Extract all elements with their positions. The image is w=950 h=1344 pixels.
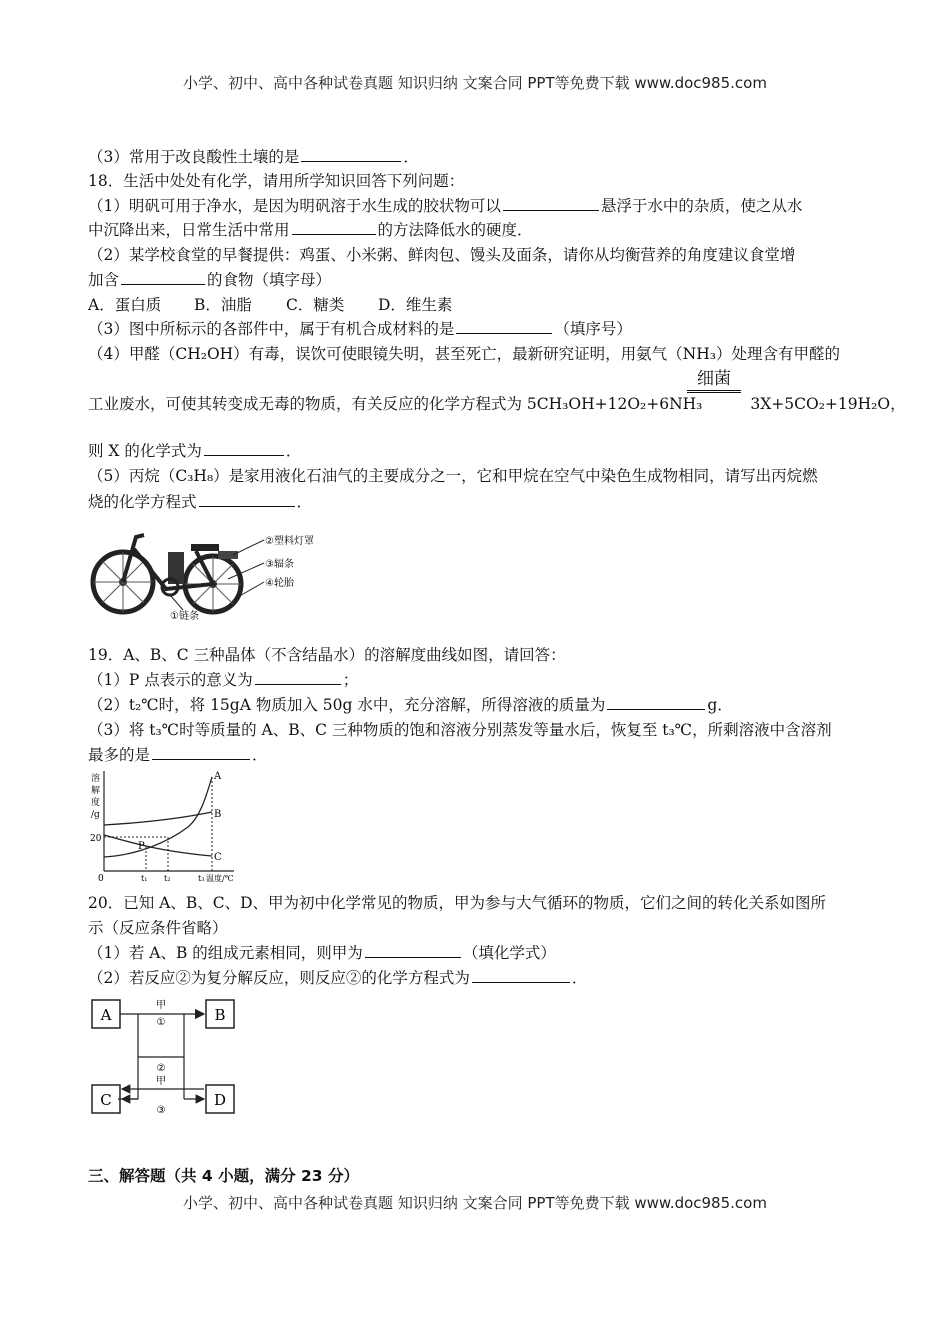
answer-blank[interactable] bbox=[292, 220, 376, 235]
q18-4b: 工业废水，可使其转变成无毒的物质，有关反应的化学方程式为 5CH₃OH+12O₂+6NH₃ 3X+5CO₂+19H₂O， bbox=[88, 395, 906, 413]
label-P: P bbox=[138, 841, 145, 852]
bike-label-lamp: ②塑料灯罩 bbox=[265, 536, 314, 547]
q18-options: A．蛋白质 B．油脂 C．糖类 D．维生素 bbox=[88, 296, 453, 314]
q18-4a: （4）甲醛（CH₂OH）有毒，误饮可使眼镜失明，甚至死亡，最新研究证明，用氨气（NH₃）处理含有甲醛的 bbox=[88, 345, 840, 363]
q18-1b: 中沉降出来，日常生活中常用 的方法降低水的硬度． bbox=[88, 221, 533, 239]
q19-1: （1）P 点表示的意义为 ； bbox=[88, 671, 359, 689]
answer-blank[interactable] bbox=[204, 441, 284, 456]
y-label-2: 解 bbox=[91, 786, 101, 796]
box-C-label: C bbox=[100, 1091, 112, 1109]
bike-label-tire: ④轮胎 bbox=[265, 578, 294, 589]
answer-blank[interactable] bbox=[456, 319, 552, 334]
label-A: A bbox=[214, 771, 222, 782]
tick-t3: t₃ bbox=[198, 874, 205, 883]
q18-stem: 18．生活中处处有化学，请用所学知识回答下列问题： bbox=[88, 172, 465, 190]
reaction-condition: 细菌 bbox=[687, 364, 741, 393]
reaction-3: ③ bbox=[156, 1105, 166, 1116]
answer-blank[interactable] bbox=[503, 196, 599, 211]
bicycle-figure bbox=[88, 527, 328, 625]
answer-blank[interactable] bbox=[472, 968, 570, 983]
reaction-1: ① bbox=[156, 1017, 166, 1028]
answer-blank[interactable] bbox=[301, 147, 401, 162]
q18-5b: 烧的化学方程式 ． bbox=[88, 493, 313, 511]
label-B: B bbox=[214, 809, 222, 820]
q18-5a: （5）丙烷（C₃H₈）是家用液化石油气的主要成分之一，它和甲烷在空气中染色生成物相同，请写出丙烷燃 bbox=[88, 467, 818, 485]
bike-label-chain: ①链条 bbox=[170, 611, 199, 622]
q19-2: （2）t₂℃时，将 15gA 物质加入 50g 水中，充分溶解，所得溶液的质量为 g． bbox=[88, 696, 733, 714]
box-D-label: D bbox=[213, 1091, 227, 1109]
box-A-label: A bbox=[100, 1006, 112, 1024]
q20-1: （1）若 A、B 的组成元素相同，则甲为 （填化学式） bbox=[88, 944, 556, 962]
answer-blank[interactable] bbox=[607, 695, 705, 710]
tick-t1: t₁ bbox=[141, 874, 148, 883]
answer-blank[interactable] bbox=[199, 492, 295, 507]
q20-stem2: 示（反应条件省略） bbox=[88, 919, 228, 937]
tick-t2: t₂ bbox=[164, 874, 171, 883]
section-3-title: 三、解答题（共 4 小题，满分 23 分） bbox=[88, 1167, 359, 1185]
q19-3a: （3）将 t₃℃时等质量的 A、B、C 三种物质的饱和溶液分别蒸发等量水后，恢复至 t₃℃，所剩溶液中含溶剂 bbox=[88, 721, 832, 739]
q20-stem1: 20．已知 A、B、C、D、甲为初中化学常见的物质，甲为参与大气循环的物质，它们之间的转化关系如图所 bbox=[88, 894, 827, 912]
top-label: 甲 bbox=[156, 1000, 166, 1011]
label-C: C bbox=[214, 852, 222, 863]
q19-3b: 最多的是 ． bbox=[88, 746, 268, 764]
x-label: 温度/℃ bbox=[206, 874, 234, 883]
page-header: 小学、初中、高中各种试卷真题 知识归纳 文案合同 PPT等免费下载 www.doc985.com bbox=[183, 74, 767, 92]
q17-3: （3）常用于改良酸性土壤的是 ． bbox=[88, 148, 419, 166]
bike-label-spoke: ③辐条 bbox=[265, 559, 294, 570]
answer-blank[interactable] bbox=[121, 270, 205, 285]
q18-4c: 则 X 的化学式为 ． bbox=[88, 442, 302, 460]
q18-3: （3）图中所标示的各部件中，属于有机合成材料的是 （填序号） bbox=[88, 320, 632, 338]
page-footer: 小学、初中、高中各种试卷真题 知识归纳 文案合同 PPT等免费下载 www.doc985.com bbox=[183, 1194, 767, 1212]
curve-C bbox=[104, 835, 212, 856]
origin-label: 0 bbox=[98, 874, 104, 884]
q20-2: （2）若反应②为复分解反应，则反应②的化学方程式为 ． bbox=[88, 969, 588, 987]
solubility-chart bbox=[88, 767, 248, 889]
q18-1a: （1）明矾可用于净水，是因为明矾溶于水生成的胶状物可以 悬浮于水中的杂质，使之从水 bbox=[88, 197, 803, 215]
q18-2b: 加含 的食物（填字母） bbox=[88, 271, 332, 289]
reaction-diagram bbox=[88, 993, 248, 1118]
q19-stem: 19．A、B、C 三种晶体（不含结晶水）的溶解度曲线如图，请回答： bbox=[88, 646, 566, 664]
answer-blank[interactable] bbox=[255, 670, 341, 685]
y-label-1: 溶 bbox=[91, 774, 101, 784]
y-label-4: /g bbox=[91, 810, 100, 820]
reaction-2: ② bbox=[156, 1063, 166, 1074]
answer-blank[interactable] bbox=[365, 943, 461, 958]
curve-A bbox=[104, 777, 212, 857]
y-label-3: 度 bbox=[91, 798, 101, 808]
q18-2a: （2）某学校食堂的早餐提供：鸡蛋、小米粥、鲜肉包、馒头及面条，请你从均衡营养的角度建议食堂增 bbox=[88, 246, 796, 264]
answer-blank[interactable] bbox=[152, 745, 250, 760]
bottom-label: 甲 bbox=[156, 1076, 166, 1087]
tick-20: 20 bbox=[90, 834, 102, 844]
box-B-label: B bbox=[214, 1006, 226, 1024]
